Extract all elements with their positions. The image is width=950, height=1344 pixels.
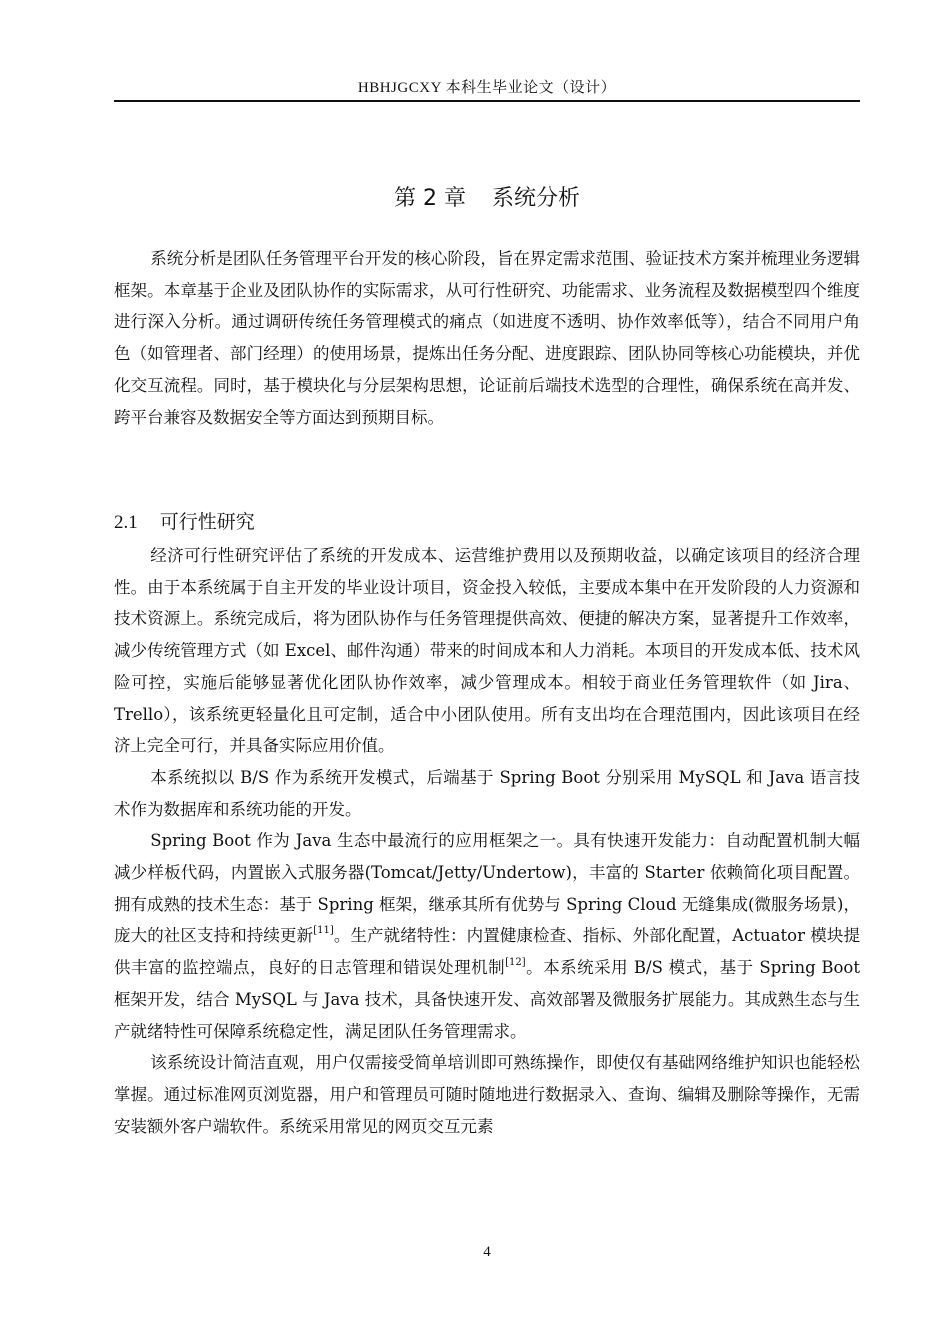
paragraph-spring-boot: [114, 825, 860, 1047]
intro-paragraph: 系统分析是团队任务管理平台开发的核心阶段，旨在界定需求范围、验证技术方案并梳理业务逻辑框架。本章基于企业及团队协作的实际需求，从可行性研究、功能需求、业务流程及数据模型四个维度进行深入分析。通过调研传统任务管理模式的痛点（如进度不透明、协作效率低等），结合不同用户角色（如管理者、部门经理）的使用场景，提炼出任务分配、进度跟踪、团队协同等核心功能模块，并优化交互流程。同时，基于模块化与分层架构思想，论证前后端技术选型的合理性，确保系统在高并发、跨平台兼容及数据安全等方面达到预期目标。: [114, 249, 860, 427]
citation-12: [12]: [505, 957, 526, 969]
paragraph-usability: 该系统设计简洁直观，用户仅需接受简单培训即可熟练操作，即使仅有基础网络维护知识也能轻松掌握。通过标准网页浏览器，用户和管理员可随时随地进行数据录入、查询、编辑及删除等操作，无需安装额外客户端软件。系统采用常见的网页交互元素: [114, 1053, 860, 1136]
running-header: HBHJGCXY 本科生毕业论文（设计）: [357, 80, 617, 96]
paragraph-text: Spring Boot 作为 Java 生态中最流行的应用框架之一。具有快速开发能力：自动配置机制大幅减少样板代码，内置嵌入式服务器(Tomcat/Jetty/Undertow)，丰富的 Starter 依赖简化项目配置。拥有成熟的技术生态：基于 Spring 框架，继承其所有优势与 Spring Cloud 无缝集成(微服务场景)，庞大的社区支持和持续更新: [114, 831, 860, 946]
chapter-title-text: 系统分析: [491, 186, 580, 211]
paragraph-text: 。本系统采用 B/S 模式，基于 Spring Boot 框架开发，结合 MySQL 与 Java 技术，具备快速开发、高效部署及微服务扩展能力。其成熟生态与生产就绪特性可保障系统稳定性，满足团队任务管理需求。: [114, 958, 860, 1041]
chapter-title: [114, 181, 860, 212]
chapter-intro: [114, 243, 860, 433]
paragraph-economic-feasibility: 经济可行性研究评估了系统的开发成本、运营维护费用以及预期收益，以确定该项目的经济合理性。由于本系统属于自主开发的毕业设计项目，资金投入较低，主要成本集中在开发阶段的人力资源和技术资源上。系统完成后，将为团队协作与任务管理提供高效、便捷的解决方案，显著提升工作效率，减少传统管理方式（如 Excel、邮件沟通）带来的时间成本和人力消耗。本项目的开发成本低、技术风险可控，实施后能够显著优化团队协作效率，减少管理成本。相较于商业任务管理软件（如 Jira、Trello），该系统更轻量化且可定制，适合中小团队使用。所有支出均在合理范围内，因此该项目在经济上完全可行，并具备实际应用价值。: [114, 546, 860, 756]
section-title: 可行性研究: [159, 511, 255, 533]
citation-11: [11]: [313, 925, 334, 937]
section-2-1-body: [114, 540, 860, 1142]
chapter-number: 第 2 章: [394, 186, 466, 211]
section-heading-2-1: [114, 507, 255, 534]
paragraph-text: 。生产就绪特性：内置健康检查、指标、外部化配置，Actuator 模块提供丰富的监控端点，良好的日志管理和错误处理机制: [114, 926, 861, 978]
header-rule: [114, 100, 860, 102]
page-number: 4: [483, 1244, 491, 1260]
paragraph-development-mode: 本系统拟以 B/S 作为系统开发模式，后端基于 Spring Boot 分别采用 MySQL 和 Java 语言技术作为数据库和系统功能的开发。: [114, 767, 860, 819]
section-number: 2.1: [114, 512, 138, 533]
